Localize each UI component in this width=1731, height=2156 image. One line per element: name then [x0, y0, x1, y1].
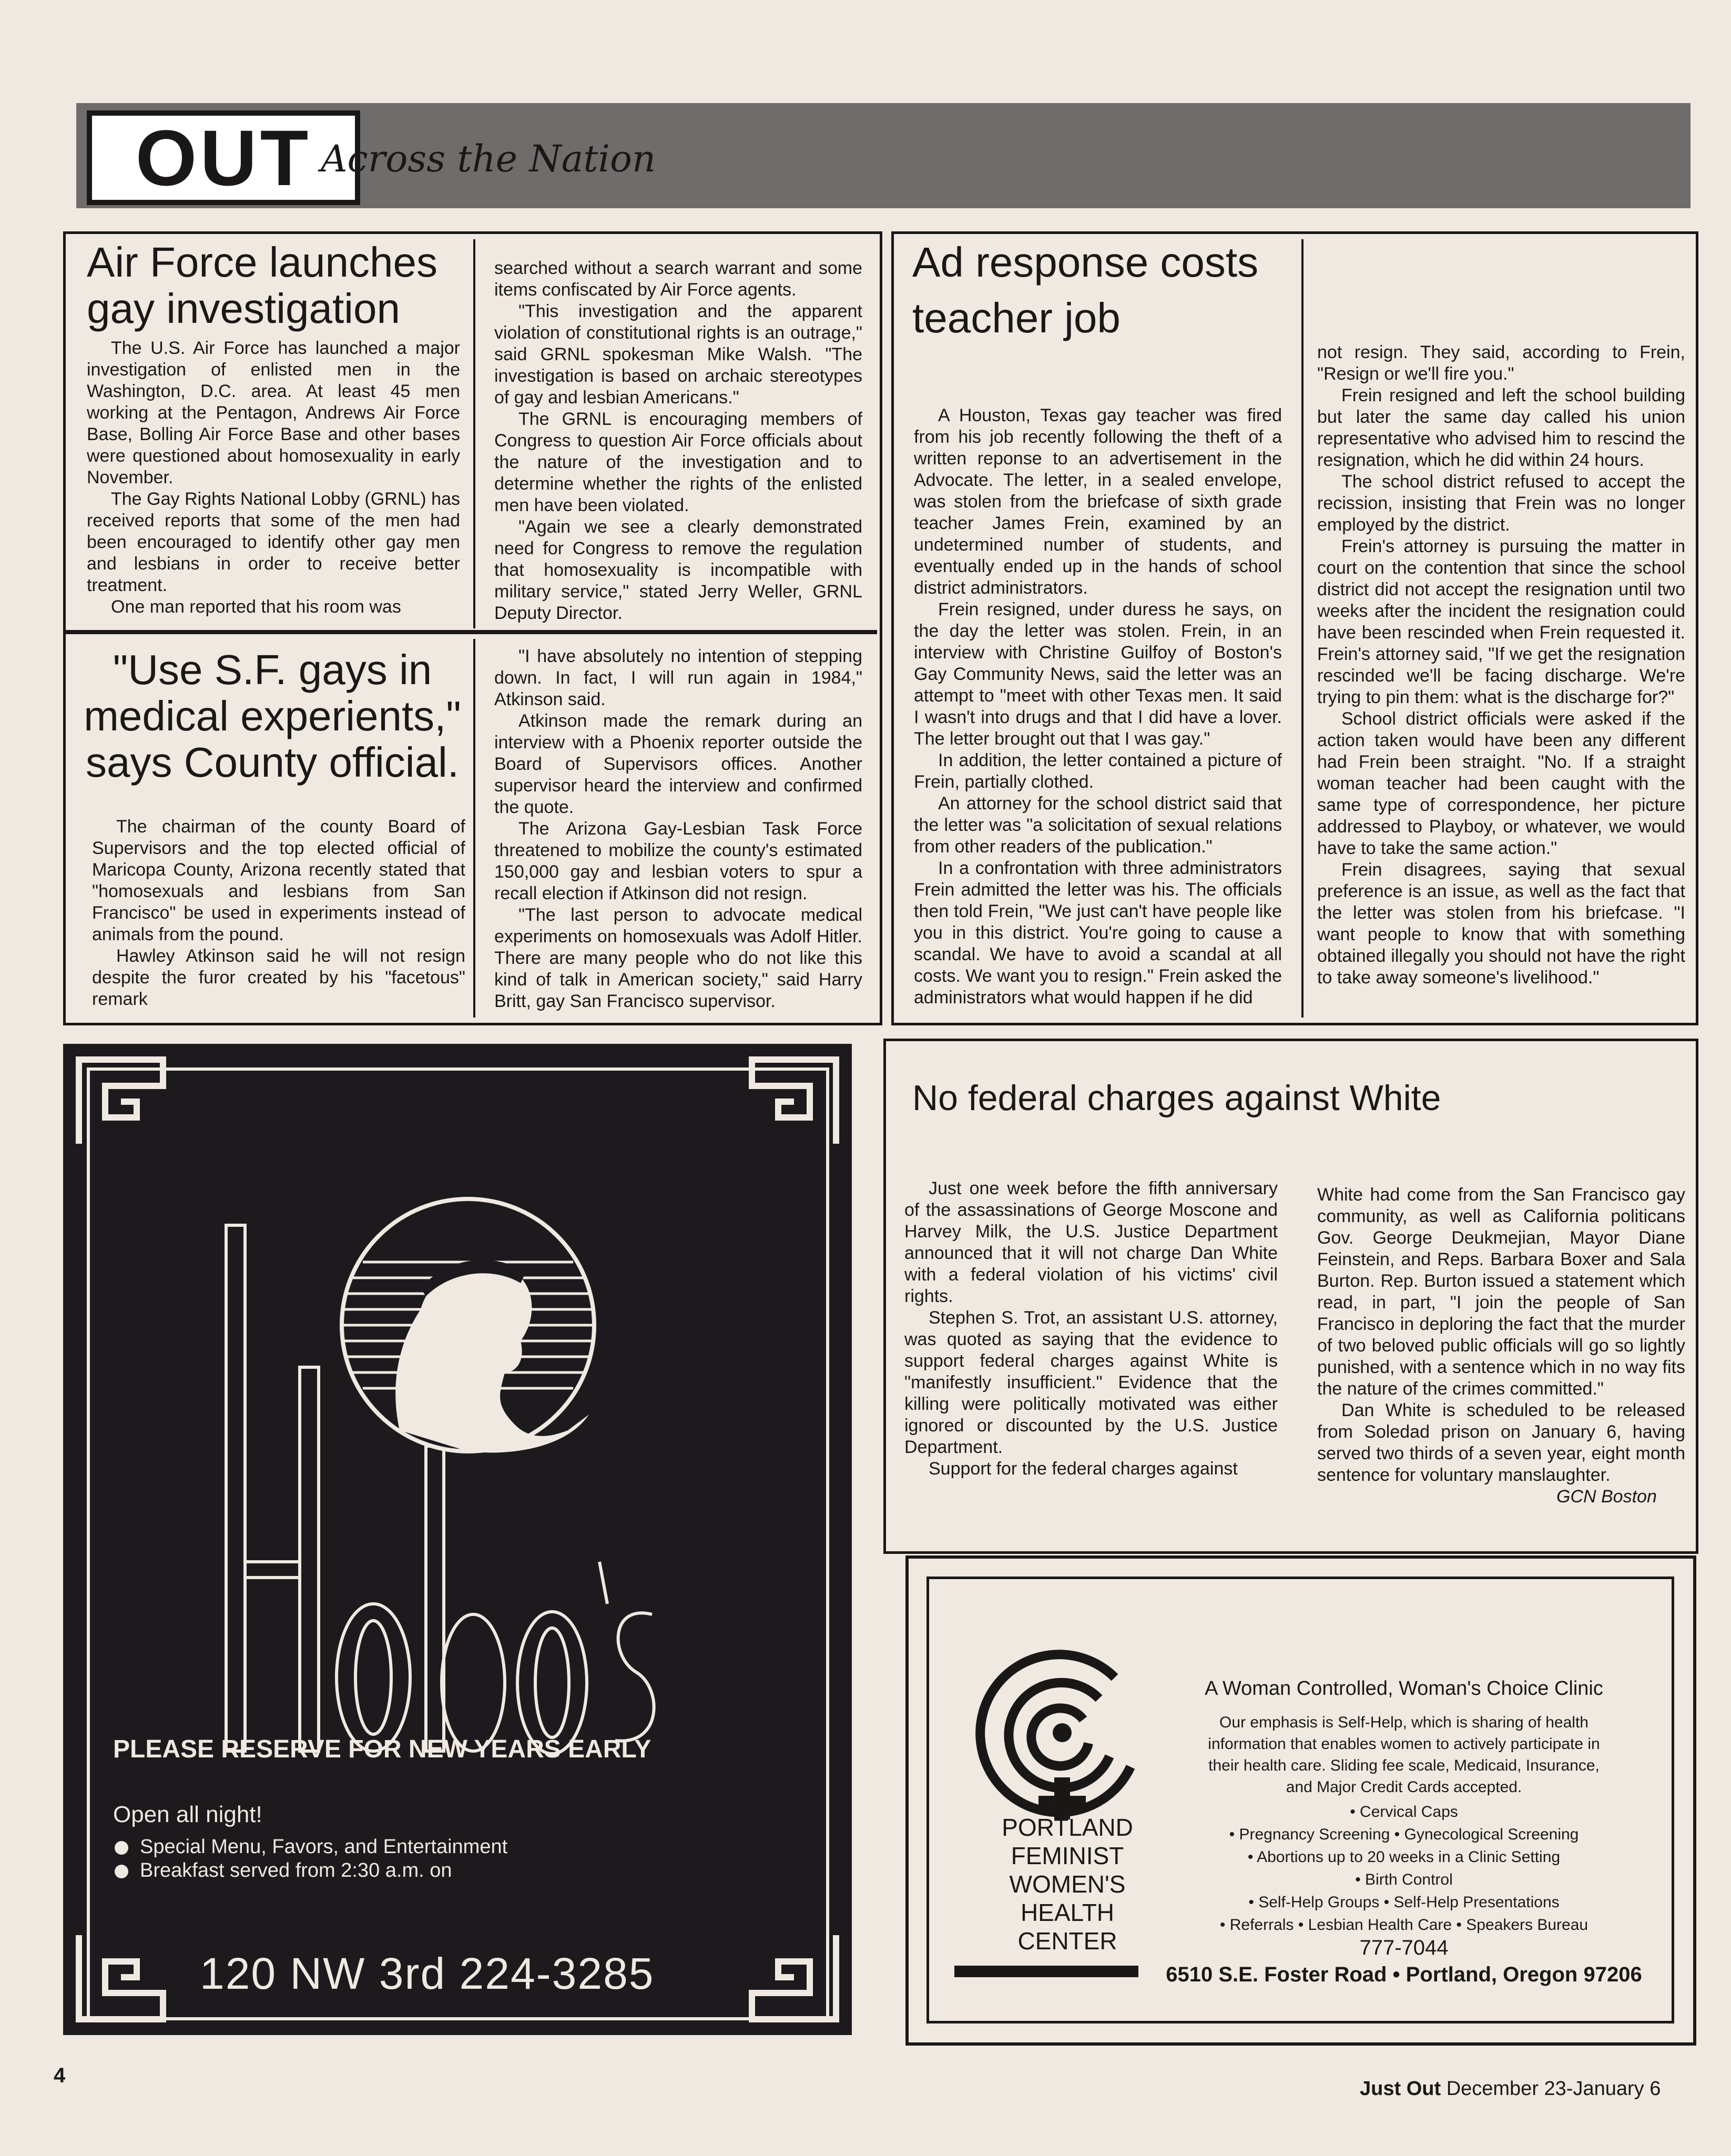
hobos-logo: [200, 1183, 673, 1762]
bullet-icon: [115, 1841, 128, 1855]
article-credit: GCN Boston: [1556, 1487, 1657, 1507]
clinic-phone: 777-7044: [1359, 1936, 1449, 1959]
column-divider: [473, 639, 475, 1018]
greek-key-corner-icon: [68, 1925, 174, 2030]
article-headline-teacher: Ad response costs teacher job: [912, 239, 1259, 341]
article-body-medical-right: "I have absolutely no intention of stepping down. In fact, I will run again in 1984," Atkinson said. Atkinson made the remark during an interview with a Phoenix reporter outside the Board of Supervisors offices. Another supervisor heard the interview and confirmed the quote. The Arizona Gay-Lesbian Task Force threatened to mobilize the county's estimated 150,000 gay and lesbian voters to spur a recall election if Atkinson did not resign. "The last person to advocate medical experiments on homosexuals was Adolf Hitler. There are many people who do not like this kind of talk in American society," said Harry Britt, gay San Francisco supervisor.: [494, 646, 862, 1011]
greek-key-corner-icon: [741, 1049, 847, 1154]
article-body-white-right: White had come from the San Francisco gay community, as well as California politicans Gov. George Deukmejian, Mayor Diane Feinstein, and Reps. Barbara Boxer and Sala Burton. Rep. Burton issued a statement which read, in part, "I join the people of San Francisco in deploring the fact that the murder of two beloved public officials will go so lightly punished, with a sentence which in no way fits the nature of the crimes committed." Dan White is scheduled to be released from Soledad prison on January 6, having served two thirds of a seven year, eight month sentence for voluntary manslaughter.: [1317, 1185, 1685, 1485]
hobos-address-phone: 120 NW 3rd 224-3285: [200, 1949, 655, 1998]
hobos-bullet-item: Breakfast served from 2:30 a.m. on: [115, 1859, 452, 1882]
clinic-name: PORTLAND FEMINIST WOMEN'S HEALTH CENTER: [1002, 1814, 1133, 1955]
column-divider: [1301, 239, 1304, 1018]
hobos-open-text: Open all night!: [113, 1802, 262, 1827]
hobos-reserve-text: PLEASE RESERVE FOR NEW YEARS EARLY: [113, 1735, 651, 1763]
section-subtitle: Across the Nation: [321, 137, 656, 180]
article-body-teacher-left: A Houston, Texas gay teacher was fired from his job recently following the theft of a written reponse to an advertisement in the Advocate. The letter, in a sealed envelope, was stolen from the briefcase of sixth grade teacher James Frein, examined by an undetermined number of students, and eventually ended up in the hands of school district administrators. Frein resigned, under duress he says, on the day the letter was stolen. Frein, in an interview with Christine Guilfoy of Boston's Gay Community News, said the letter was an attempt to "meet with other Texas men. It said I wasn't into drugs and that I did have a lover. The letter brought out that I was gay." In addition, the letter contained a picture of Frein, partially clothed. An attorney for the school district said that the letter was "a solicitation of sexual relations from other readers of the publication." In a confrontation with three administrators Frein admitted the letter was his. The officials then told Frein, "We just can't have people like you in this district. You're going to cause a scandal. We have to avoid a scandal at all costs. We want you to resign." Frein asked the administrators what would happen if he did: [914, 405, 1282, 1008]
clinic-name-underline: [954, 1966, 1138, 1977]
article-headline-medical: "Use S.F. gays in medical experients," says County official.: [84, 646, 461, 786]
bullet-icon: [115, 1865, 128, 1878]
clinic-address: 6510 S.E. Foster Road • Portland, Oregon 97206: [1166, 1963, 1642, 1986]
section-divider: [66, 630, 877, 634]
article-headline-air-force: Air Force launches gay investigation: [87, 239, 437, 332]
clinic-intro: Our emphasis is Self-Help, which is sharing of health information that enables women to actively participate in their health care. Sliding fee scale, Medicaid, Insurance, and Major Credit Cards accepted.: [1208, 1714, 1600, 1796]
article-body-medical-left: The chairman of the county Board of Supervisors and the top elected official of Maricopa County, Arizona recently stated that "homosexuals and lesbians from San Francisco" be used in experiments instead of animals from the pound. Hawley Atkinson said he will not resign despite the furor created by his "facetous" remark: [92, 817, 465, 1009]
article-body-air-force-right: searched without a search warrant and some items confiscated by Air Force agents. "This investigation and the apparent violation of constitutional rights is an outrage," said GRNL spokesman Mike Walsh. "The investigation is based on archaic stereotypes of gay and lesbian Americans." The GRNL is encouraging members of Congress to question Air Force officials about the nature of the investigation and to determine whether the rights of the enlisted men have been violated. "Again we see a clearly demonstrated need for Congress to remove the regulation that homosexuality is incompatible with military service," stated Jerry Weller, GRNL Deputy Director.: [494, 258, 862, 623]
article-body-teacher-right: not resign. They said, according to Frein, "Resign or we'll fire you." Frein resigned and left the school building but later the same day called his union representative who advised him to rescind the resignation, which he did within 24 hours. The school district refused to accept the recission, insisting that Frein was no longer employed by the district. Frein's attorney is pursuing the matter in court on the contention that since the school district did not accept the resignation until two weeks after the incident the resignation could have been rescinded when Frein requested it. Frein's attorney said, "If we get the resignation rescinded we'll be facing discharge. We're trying to pin them: what is the discharge for?" School district officials were asked if the action taken would have been any different had Frein been straight. "No. If a straight woman teacher had been caught with the same type of correspondence, her picture addressed to Playboy, or whatever, we would have to take the same action." Frein disagrees, saying that sexual preference is an issue, as well as the fact that the letter was stolen from his briefcase. "I want people to know that with something obtained illegally you should not have the right to take away someone's livelihood.": [1317, 342, 1685, 988]
article-body-white-left: Just one week before the fifth anniversary of the assassinations of George Moscone and Harvey Milk, the U.S. Justice Department announced that it will not charge Dan White with a federal violation of his victims' civil rights. Stephen S. Trot, an assistant U.S. attorney, was quoted as saying that the evidence to support federal charges against White is "manifestly insufficient." Evidence that the killing were politically motivated was either ignored or discounted by the U.S. Justice Department. Support for the federal charges against: [904, 1178, 1278, 1479]
hobos-bullet-item: Special Menu, Favors, and Entertainment: [115, 1835, 507, 1858]
page-number: 4: [54, 2064, 66, 2087]
article-body-air-force-left: The U.S. Air Force has launched a major investigation of enlisted men in the Washington, D.C. area. At least 45 men working at the Pentagon, Andrews Air Force Base, Bolling Air Force Base and other bases were questioned about homosexuality in early November. The Gay Rights National Lobby (GRNL) has received reports that some of the men had been encouraged to identify other gay men and lesbians in order to receive better treatment. One man reported that his room was: [87, 338, 460, 617]
publication-footer: Just Out December 23-January 6: [1360, 2078, 1661, 2100]
article-headline-white: No federal charges against White: [912, 1078, 1441, 1118]
column-divider: [473, 239, 475, 628]
clinic-services: • Cervical Caps • Pregnancy Screening • Gynecological Screening • Abortions up to 20 weeks in a Clinic Setting • Birth Control • Self-Help Groups • Self-Help Presentations • Referrals • Lesbian Health Care • Speakers Bureau: [1219, 1803, 1589, 1934]
section-logo-out: OUT: [87, 110, 360, 205]
greek-key-corner-icon: [68, 1049, 174, 1154]
clinic-logo-icon: [957, 1641, 1167, 1830]
greek-key-corner-icon: [741, 1925, 847, 2030]
clinic-heading: A Woman Controlled, Woman's Choice Clinic: [1205, 1677, 1603, 1700]
